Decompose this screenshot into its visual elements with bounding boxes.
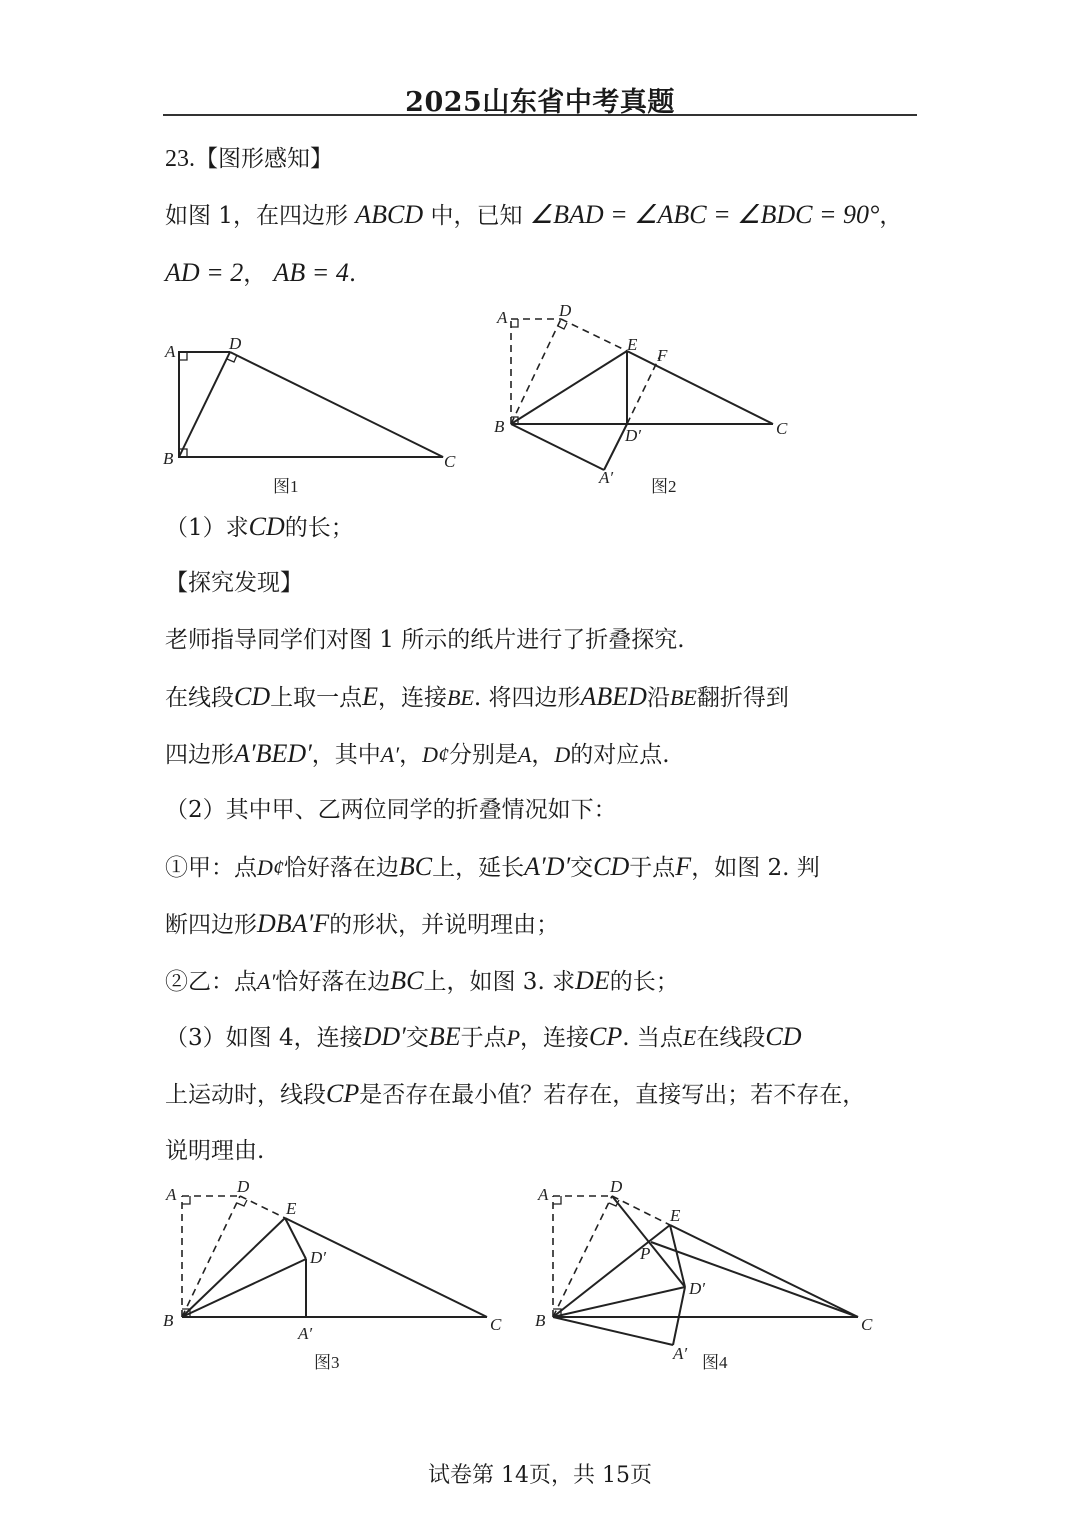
question-3-line-3: 说明理由. [165,1138,265,1164]
fig4-label-b: B [535,1311,546,1330]
fig3-label-e: E [286,1199,297,1218]
fig4-caption: 图4 [702,1353,728,1372]
page-footer: 试卷第 14页，共 15页 [428,1463,652,1488]
fig2-label-d: D [559,301,572,320]
fig4-label-d: D [610,1177,623,1196]
text: ①甲：点 [165,855,257,881]
math: ABCD [355,200,424,229]
text: . 当点 [622,1025,683,1051]
math: A [517,742,532,767]
math: E [682,1025,697,1050]
fig1-label-d: D [229,334,242,353]
text: 恰好落在边 [275,969,391,995]
problem-intro [165,200,902,231]
fig1-label-c: C [444,452,456,471]
math: D [554,742,571,767]
text: （3）如图 4，连接 [165,1025,363,1051]
math: D¢ [257,855,284,880]
text: 如图 1，在四边形 [165,203,356,229]
text: 于点 [460,1025,507,1051]
fig2-label-b: B [494,417,505,436]
fig4-label-e: E [670,1206,681,1225]
math: BE [447,685,474,710]
fig1-label-b: B [163,449,174,468]
text: 在线段 [165,685,234,711]
fig3-label-a: A [166,1185,177,1204]
question-2a-line-2 [165,909,559,940]
text: ， [399,742,423,768]
explore-text-1: 老师指导同学们对图 1 所示的纸片进行了折叠探究. [165,627,685,653]
math: BC [390,966,424,995]
text: 四边形 [165,742,234,768]
math: BE [669,685,697,710]
question-1 [165,512,354,543]
page-header-title: 2025山东省中考真题 [405,87,675,118]
fig4-label-c: C [861,1315,873,1334]
question-3-line-2 [165,1079,865,1110]
text: . [348,261,357,287]
figure-4 [553,1196,858,1345]
text: 交 [570,855,594,881]
text: 恰好落在边 [283,855,399,881]
math: A′D′ [524,852,571,881]
fig3-label-aprime: A′ [298,1324,313,1343]
text: 分别是 [448,742,518,768]
math: CP [589,1022,623,1051]
problem-heading [165,144,333,174]
math: DD′ [362,1022,406,1051]
text: 上取一点 [270,685,363,711]
text: ②乙：点 [165,969,257,995]
text: 交 [405,1025,429,1051]
figure-1 [179,352,443,457]
fig1-caption: 图1 [273,477,299,496]
math: AB = 4 [273,258,349,287]
math: DE [575,966,610,995]
question-2b [165,966,679,997]
text: 中，已知 [423,203,530,229]
math: BC [398,852,433,881]
explore-text-2 [165,682,789,713]
text: 上，如图 3. 求 [423,969,576,995]
text: 在线段 [696,1025,766,1051]
fig4-label-p: P [640,1244,651,1263]
text: 的形状，并说明理由； [329,912,560,938]
fig3-caption: 图3 [314,1353,340,1372]
math: A′ [380,742,400,767]
fig2-label-aprime: A′ [599,468,614,487]
text: 是否存在最小值？若存在，直接写出；若不存在， [359,1082,866,1108]
text: . 将四边形 [473,685,581,711]
explore-text-3 [165,739,670,770]
math: CP [326,1079,360,1108]
text: 的长； [609,969,679,995]
question-3-line-1 [165,1022,801,1053]
math: A′BED′ [234,739,312,768]
math: F [675,852,692,881]
math: AD = 2 [165,258,244,287]
text: ，如图 2. 判 [691,855,820,881]
math: DBA′F [257,909,330,938]
text: ， [531,742,555,768]
text: 于点 [629,855,676,881]
figure-3 [182,1196,487,1317]
fig2-label-c: C [776,419,788,438]
section-title-explore: 【探究发现】 [165,570,303,596]
text: 翻折得到 [696,685,789,711]
fig3-label-c: C [490,1315,502,1334]
fig3-label-b: B [163,1311,174,1330]
text: （1）求 [165,515,249,541]
text: 断四边形 [165,912,257,938]
text: ，连接 [520,1025,590,1051]
math: CD [248,512,285,541]
fig2-label-a: A [497,308,508,327]
text: ，其中 [311,742,381,768]
math: A′ [257,969,276,994]
question-2: （2）其中甲、乙两位同学的折叠情况如下： [165,797,617,823]
text: 的长； [284,515,354,541]
problem-number: 23. [165,146,195,172]
text: ， [243,261,274,287]
text: 上运动时，线段 [165,1082,326,1108]
fig2-label-dprime: D′ [625,426,641,445]
fig2-label-f: F [657,346,668,365]
question-2a-line-1 [165,852,820,883]
math: D¢ [422,742,449,767]
fig2-label-e: E [627,335,638,354]
math: CD [593,852,630,881]
math: CD [234,682,271,711]
math: P [506,1025,521,1050]
fig1-label-a: A [165,342,176,361]
math: BE [428,1022,461,1051]
text: 沿 [646,685,670,711]
fig4-label-aprime: A′ [673,1344,688,1363]
math: CD [765,1022,802,1051]
fig3-label-dprime: D′ [310,1248,326,1267]
math: ∠BAD = ∠ABC = ∠BDC = 90° [529,200,880,229]
text: ， [879,203,903,229]
text: ，连接 [378,685,448,711]
figure-2 [511,319,773,470]
fig4-label-dprime: D′ [689,1279,705,1298]
text: 的对应点. [570,742,670,768]
text: 上，延长 [432,855,525,881]
math: E [362,682,379,711]
problem-given [165,258,356,289]
fig4-label-a: A [538,1185,549,1204]
section-title-perception: 【图形感知】 [195,146,333,172]
fig3-label-d: D [237,1177,250,1196]
header-divider [163,114,917,116]
fig2-caption: 图2 [651,477,677,496]
math: ABED [580,682,647,711]
